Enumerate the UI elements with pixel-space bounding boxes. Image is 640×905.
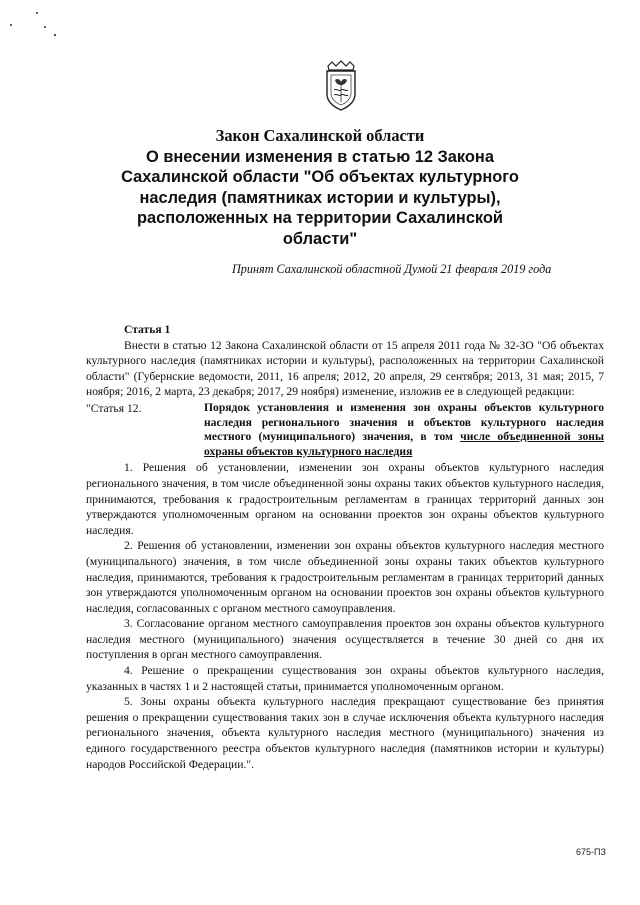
article-paragraph: 4. Решение о прекращении существования зон охраны объектов культурного наследия, указанных в частях 1 и 2 настоящей статьи, принимается уполномоченным органом. [86,664,604,693]
amended-article-title [86,401,604,459]
amended-heading-text: Порядок установления и изменения зон охраны объектов культурного наследия регионального значения и объектов культурного наследия местного (муниципального) значения, в том [204,400,604,444]
law-title-line: Сахалинской области "Об объектах культурного [121,168,519,186]
amended-heading-last-line: числе объединенной зоны охраны объектов культурного наследия [204,430,604,458]
article-heading: Статья 1 [124,323,171,336]
law-title-line: области" [282,229,358,248]
law-title-line: расположенных на территории Сахалинской [136,209,504,227]
coat-of-arms-icon [322,58,360,112]
article-paragraph: 1. Решения об установлении, изменении зон охраны объектов культурного наследия регионального значения, в том числе объединенной зоны охраны таких объектов культурного наследия, принимаются, требования к градостроительным регламентам в границах территорий данных зон утверждаются уполномоченным органом на основании проектов зон охраны объектов культурного наследия. [86,461,604,537]
article-paragraph: 2. Решения об установлении, изменении зон охраны объектов культурного наследия местного (муниципального) значения, в том числе объединенной зоны охраны таких объектов культурного наследия, принимаются, требования к градостроительным регламентам в границах территорий данных зон утверждаются уполномоченным органом на основании проектов зон охраны объектов культурного наследия, согласованных с органом местного самоуправления. [86,539,604,615]
scan-specks [10,10,70,40]
document-code: 675-ПЗ [576,847,606,857]
law-name: Закон Сахалинской области [215,126,425,145]
article-intro: Внести в статью 12 Закона Сахалинской области от 15 апреля 2011 года № 32-ЗО "Об объектах культурного наследия (памятниках истории и культуры), расположенных на территории Сахалинской области" (Губернские ведомости, 2011, 16 апреля; 2012, 20 апреля, 29 сентября; 2013, 31 мая; 2015, 7 ноября; 2016, 2 марта, 23 декабря; 2017, 29 ноября) изменение, изложив ее в следующей редакции: [86,338,604,399]
article-paragraph: 3. Согласование органом местного самоуправления проектов зон охраны объектов культурного наследия местного (муниципального) значения осуществляется в течение 30 дней со дня их поступления в орган местного самоуправления. [86,617,604,662]
article-paragraph: 5. Зоны охраны объекта культурного наследия прекращают существование без принятия решения о прекращении существования таких зон в случае исключения объекта культурного наследия регионального значения, объекта культурного наследия местного (муниципального) значения из единого государственного реестра объектов культурного наследия (памятников истории и культуры) народов Российской Федерации.". [86,695,604,771]
article-body [86,322,604,772]
adoption-note: Принят Сахалинской областной Думой 21 февраля 2019 года [232,262,552,276]
law-title-block [110,126,530,249]
amended-article-label: "Статья 12. [86,401,142,415]
law-title-line: О внесении изменения в статью 12 Закона [146,147,494,166]
amended-article-heading [204,401,604,459]
law-title-line: наследия (памятниках истории и культуры), [139,188,501,207]
